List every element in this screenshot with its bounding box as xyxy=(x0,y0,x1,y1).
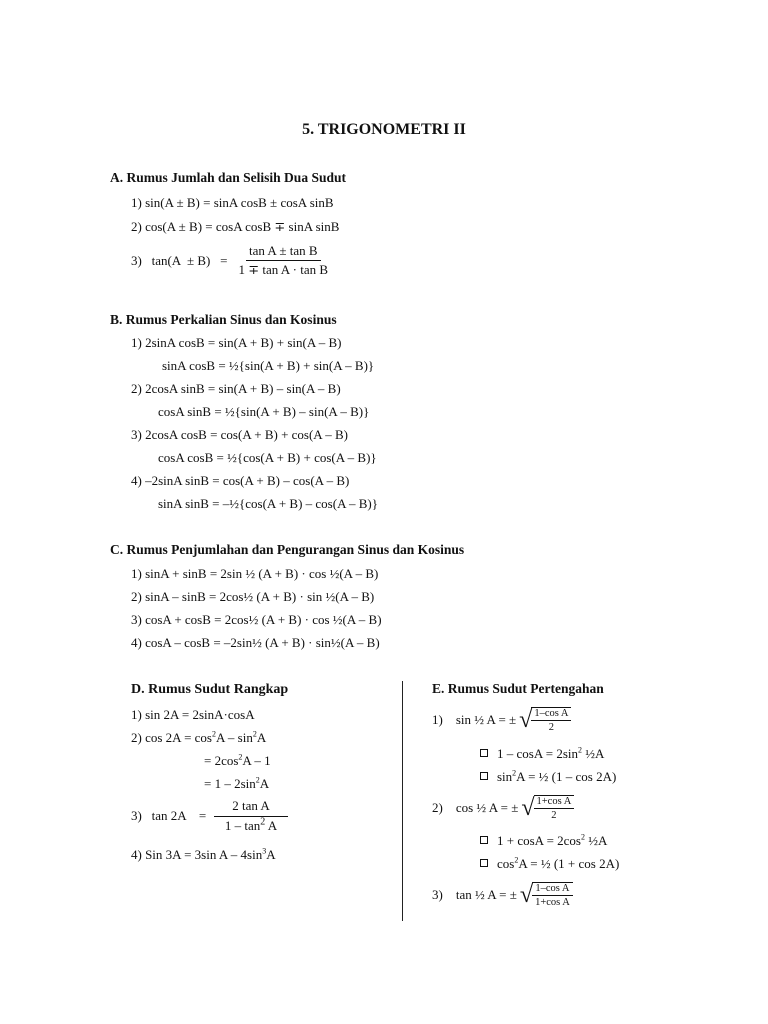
formula-e1-fraction xyxy=(531,708,571,733)
exponent: 2 xyxy=(252,729,257,739)
formula-e2a-part: 1 + cosA = 2cos xyxy=(497,833,581,848)
formula-d2c-part: A xyxy=(259,776,270,791)
formula-c4: 4) cosA – cosB = –2sin½ (A + B) · sin½(A – B) xyxy=(131,635,380,650)
formula-d3-fraction xyxy=(214,798,288,834)
formula-d3 xyxy=(131,798,288,834)
formula-d2c-part: = 1 – 2sin xyxy=(204,776,256,791)
formula-a3-left: 3) tan(A ± B) = xyxy=(131,252,228,268)
exponent: 2 xyxy=(255,775,260,785)
formula-d3-den-part: A xyxy=(267,818,278,833)
column-divider xyxy=(402,681,403,921)
formula-b2: 2) 2cosA sinB = sin(A + B) – sin(A – B) xyxy=(131,381,341,396)
formula-d2 xyxy=(131,730,266,746)
sqrt-symbol: √ $\frac{\text{1–cos A}}{2}$ xyxy=(519,707,571,733)
exponent: 2 xyxy=(578,745,583,755)
formula-b1: 1) 2sinA cosB = sin(A + B) + sin(A – B) xyxy=(131,335,342,350)
section-c-heading: C. Rumus Penjumlahan dan Pengurangan Sinus dan Kosinus xyxy=(110,542,465,557)
formula-c3: 3) cosA + cosB = 2cos½ (A + B) · cos ½(A – B) xyxy=(131,612,382,627)
sqrt-symbol: √ $\frac{\text{1+cos A}}{2}$ xyxy=(521,795,574,821)
formula-d2b-part: = 2cos xyxy=(204,753,239,768)
exponent: 2 xyxy=(581,832,585,842)
formula-c2: 2) sinA – sinB = 2cos½ (A + B) · sin ½(A – B) xyxy=(131,589,375,604)
formula-e2-fraction xyxy=(534,796,575,821)
exponent: 3 xyxy=(262,846,267,856)
formula-e1a-part: 1 – cosA = 2sin xyxy=(497,746,579,761)
exponent: 2 xyxy=(512,768,517,778)
formula-e2 xyxy=(432,795,574,821)
formula-a1: 1) sin(A ± B) = sinA cosB ± cosA sinB xyxy=(131,195,334,210)
formula-a3-denominator: 1 ∓ tan A · tan B xyxy=(238,262,329,277)
formula-d2c xyxy=(204,776,269,792)
square-bullet-icon xyxy=(480,859,488,867)
formula-d1: 1) sin 2A = 2sinA·cosA xyxy=(131,707,255,722)
formula-d2-part: A – sin xyxy=(216,730,253,745)
formula-e2b-part: cos xyxy=(497,856,515,871)
square-bullet-icon xyxy=(480,772,488,780)
formula-b4b: sinA sinB = –½{cos(A + B) – cos(A – B)} xyxy=(158,496,378,511)
section-e-heading: E. Rumus Sudut Pertengahan xyxy=(432,681,604,696)
formula-e2-left: 2) cos ½ A = ± xyxy=(432,800,519,815)
formula-e2b-part: A = ½ (1 + cos 2A) xyxy=(518,856,620,871)
section-d-heading: D. Rumus Sudut Rangkap xyxy=(131,682,289,697)
formula-d4-part: A xyxy=(266,847,276,862)
formula-e2-numerator: 1+cos A xyxy=(534,796,575,809)
page-title: 5. TRIGONOMETRI II xyxy=(302,121,466,138)
formula-e1a xyxy=(480,746,604,762)
formula-a3-numerator: tan A ± tan B xyxy=(246,243,321,261)
formula-e2a xyxy=(480,833,607,849)
section-b-heading: B. Rumus Perkalian Sinus dan Kosinus xyxy=(110,312,337,327)
formula-e2-denominator: 2 xyxy=(551,810,557,821)
formula-e1-denominator: 2 xyxy=(548,722,555,733)
square-bullet-icon xyxy=(480,749,488,757)
formula-e1 xyxy=(432,707,571,733)
formula-b1b: sinA cosB = ½{sin(A + B) + sin(A – B)} xyxy=(162,358,375,373)
square-bullet-icon xyxy=(480,836,488,844)
formula-e3-numerator: 1–cos A xyxy=(532,883,572,896)
formula-e1b-part: sin xyxy=(497,769,513,784)
formula-d2b-part: A – 1 xyxy=(242,753,271,768)
exponent: 2 xyxy=(238,752,243,762)
formula-d2-part: 2) cos 2A = cos xyxy=(131,730,212,745)
formula-e2b xyxy=(480,856,619,872)
formula-e2a-part: ½A xyxy=(588,833,608,848)
formula-e1a-part: ½A xyxy=(585,746,605,761)
formula-d3-left: 3) tan 2A = xyxy=(131,808,207,823)
exponent: 2 xyxy=(514,855,519,865)
formula-a2: 2) cos(A ± B) = cosA cosB ∓ sinA sinB xyxy=(131,219,340,234)
formula-d4-part: 4) Sin 3A = 3sin A – 4sin xyxy=(131,847,263,862)
formula-b4: 4) –2sinA sinB = cos(A + B) – cos(A – B) xyxy=(131,473,350,488)
formula-b2b: cosA sinB = ½{sin(A + B) – sin(A – B)} xyxy=(158,404,370,419)
formula-e1-numerator: 1–cos A xyxy=(531,708,571,721)
formula-b3b: cosA cosB = ½{cos(A + B) + cos(A – B)} xyxy=(158,450,377,465)
formula-e3-left: 3) tan ½ A = ± xyxy=(432,887,517,902)
section-a-heading: A. Rumus Jumlah dan Selisih Dua Sudut xyxy=(110,170,346,185)
exponent: 2 xyxy=(212,729,216,739)
formula-d2-part: A xyxy=(256,730,267,745)
formula-a3-fraction xyxy=(235,243,331,278)
formula-d4 xyxy=(131,847,276,863)
formula-e1b xyxy=(480,769,616,785)
formula-d2b xyxy=(204,753,271,769)
formula-e1b-part: A = ½ (1 – cos 2A) xyxy=(516,769,617,784)
formula-a3 xyxy=(131,243,331,278)
formula-e3-fraction xyxy=(532,883,573,908)
formula-d3-denominator xyxy=(222,817,280,834)
formula-d3-den-part: 1 – tan xyxy=(224,818,261,833)
exponent: 2 xyxy=(260,816,266,828)
formula-b3: 3) 2cosA cosB = cos(A + B) + cos(A – B) xyxy=(131,427,348,442)
formula-e3-denominator: 1+cos A xyxy=(535,897,570,908)
formula-c1: 1) sinA + sinB = 2sin ½ (A + B) · cos ½(A – B) xyxy=(131,566,379,581)
sqrt-symbol: √ $\frac{\text{1–cos A}}{\text{1+cos A}}$ xyxy=(520,882,573,908)
formula-e1-left: 1) sin ½ A = ± xyxy=(432,712,517,727)
formula-e3 xyxy=(432,882,573,908)
formula-d3-numerator: 2 tan A xyxy=(214,798,288,817)
